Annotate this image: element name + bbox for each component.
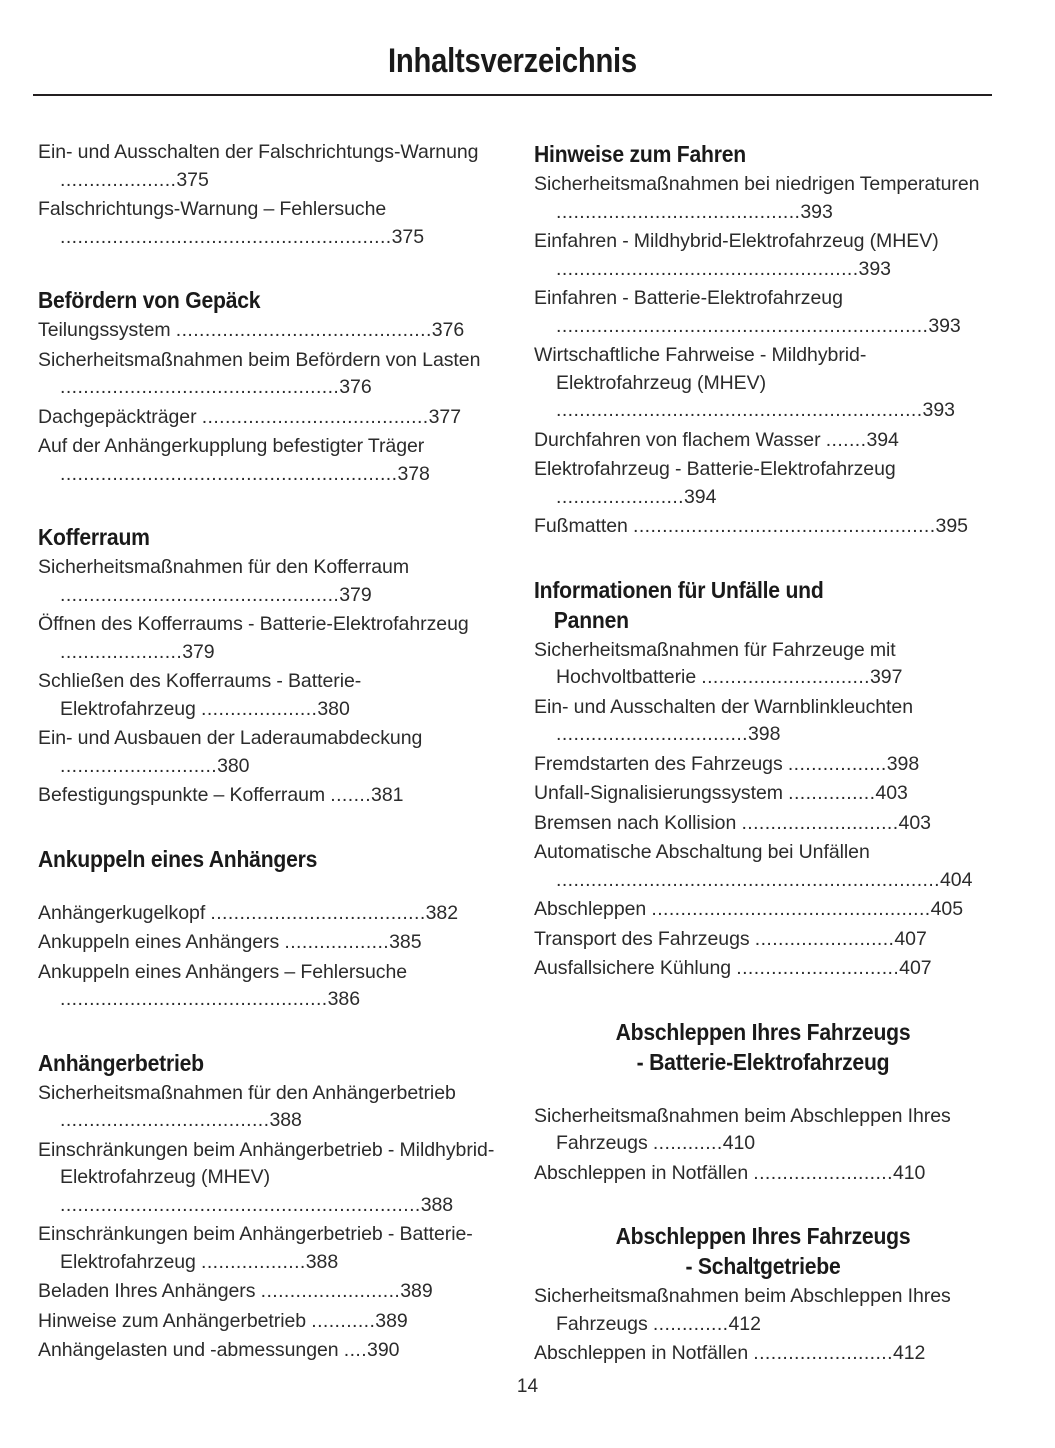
toc-entry-page-number: 380	[317, 697, 350, 720]
toc-entry[interactable]	[534, 285, 992, 340]
toc-entry-leader: ................................................	[651, 898, 931, 920]
toc-entry-title: Ein- und Ausschalten der Warnblinkleuchten	[534, 695, 914, 718]
toc-entry[interactable]	[534, 456, 992, 511]
toc-section	[534, 1017, 992, 1188]
header-rule	[33, 94, 992, 96]
toc-entry-title: Teilungssystem	[38, 319, 176, 341]
toc-entry[interactable]	[534, 694, 992, 749]
toc-entry-page-number: 407	[899, 957, 932, 979]
toc-entry[interactable]	[38, 1137, 496, 1220]
toc-entry[interactable]	[534, 427, 992, 455]
toc-entry-page-number: 389	[375, 1309, 408, 1332]
toc-entry-leader: .................................	[556, 723, 748, 745]
toc-section-heading-line: - Schaltgetriebe	[685, 1253, 841, 1279]
toc-entry-leader: ...............	[788, 782, 876, 804]
toc-section-heading-line: - Batterie-Elektrofahrzeug	[636, 1048, 890, 1075]
toc-entry-leader: ...........................	[60, 754, 218, 777]
toc-entry-leader: ..............................................	[60, 988, 328, 1010]
toc-entry[interactable]	[38, 317, 496, 345]
toc-entry-title: Ausfallsichere Kühlung	[534, 957, 737, 979]
toc-entry-title: Hinweise zum Anhängerbetrieb	[38, 1309, 312, 1332]
toc-entry-title: Auf der Anhängerkupplung befestigter Träger	[38, 435, 425, 457]
toc-entry-page-number: 412	[728, 1312, 761, 1335]
toc-section	[534, 139, 992, 541]
toc-entry-list	[38, 1080, 496, 1365]
toc-entry-leader: ...........................	[741, 811, 899, 834]
toc-entry-title: Transport des Fahrzeugs	[534, 927, 755, 950]
toc-entry-title: Fußmatten	[534, 515, 633, 537]
toc-section	[38, 1048, 496, 1365]
toc-entry-title: Sicherheitsmaßnahmen bei niedrigen Temperaturen	[534, 173, 980, 195]
toc-entry-leader: ....................................	[60, 1109, 270, 1131]
toc-entry-page-number: 398	[886, 752, 920, 775]
toc-entry-title: Falschrichtungs-Warnung – Fehlersuche	[38, 198, 387, 220]
toc-entry-leader: .............................	[701, 666, 870, 688]
toc-section-heading-line: Befördern von Gepäck	[38, 287, 261, 313]
toc-entry-page-number: 388	[305, 1250, 339, 1273]
toc-section-heading-line: Abschleppen Ihres Fahrzeugs	[615, 1223, 911, 1249]
toc-section	[534, 1221, 992, 1368]
toc-entry-title: Einschränkungen beim Anhängerbetrieb - Batterie-Elektrofahrzeug	[38, 1223, 473, 1273]
toc-entry[interactable]	[38, 959, 496, 1014]
page-header	[33, 40, 992, 82]
toc-section-heading-line: Ankuppeln eines Anhängers	[38, 845, 318, 872]
toc-entry-title: Beladen Ihres Anhängers	[38, 1280, 261, 1302]
toc-entry[interactable]	[38, 782, 496, 810]
toc-entry-list	[38, 317, 496, 488]
toc-entry-page-number: 403	[898, 811, 931, 834]
toc-entry-title: Wirtschaftliche Fahrweise - Mildhybrid-Elektrofahrzeug (MHEV)	[534, 344, 867, 394]
page-title: Inhaltsverzeichnis	[388, 42, 637, 80]
toc-entry-page-number: 380	[217, 754, 250, 777]
toc-entry-leader: ....................................................	[556, 257, 859, 280]
toc-entry-page-number: 377	[428, 405, 462, 428]
toc-entry[interactable]	[38, 725, 496, 780]
toc-entry-title: Sicherheitsmaßnahmen beim Abschleppen Ihres Fahrzeugs	[534, 1285, 951, 1335]
toc-entry-list	[534, 171, 992, 541]
toc-section-heading	[38, 285, 496, 315]
toc-entry[interactable]	[38, 611, 496, 666]
toc-entry[interactable]	[38, 1080, 496, 1135]
toc-entry[interactable]	[534, 1103, 992, 1158]
toc-entry-page-number: 390	[367, 1339, 400, 1361]
toc-entry[interactable]	[534, 1340, 992, 1368]
toc-entry-list	[534, 1283, 992, 1368]
toc-entry-page-number: 393	[800, 200, 833, 223]
toc-section-heading-line: Informationen für Unfälle und	[534, 576, 824, 603]
toc-entry-leader: ..................	[284, 931, 390, 953]
toc-entry-title: Schließen des Kofferraums - Batterie-Elektrofahrzeug	[38, 670, 362, 720]
toc-entry-leader: ..........................................................	[60, 462, 398, 485]
toc-entry-leader: .................	[787, 752, 887, 775]
toc-section	[38, 522, 496, 810]
toc-column-right	[534, 139, 992, 1368]
toc-entry-leader: ................................................................	[556, 314, 929, 337]
toc-entry-page-number: 381	[371, 784, 404, 806]
toc-entry-title: Bremsen nach Kollision	[534, 811, 742, 834]
toc-entry[interactable]	[38, 1221, 496, 1276]
toc-entry[interactable]	[38, 347, 496, 402]
toc-entry[interactable]	[534, 751, 992, 779]
toc-entry[interactable]	[38, 433, 496, 488]
toc-entry-page-number: 412	[892, 1342, 926, 1364]
toc-entry-leader: ............................	[736, 957, 900, 979]
toc-entry-leader: ...............................................................	[556, 399, 923, 421]
toc-entry-title: Automatische Abschaltung bei Unfällen	[534, 841, 870, 863]
toc-entry[interactable]	[38, 900, 496, 928]
toc-section	[38, 844, 496, 1014]
toc-entry-leader: ......................	[556, 485, 684, 508]
toc-entry-title: Anhängelasten und -abmessungen	[38, 1339, 344, 1361]
toc-entry-page-number: 394	[866, 428, 899, 451]
toc-section-heading	[534, 575, 992, 635]
toc-section-heading	[38, 522, 496, 552]
toc-entry-leader: ........................	[754, 927, 895, 950]
toc-entry[interactable]	[534, 780, 992, 808]
toc-entry-leader: .........................................................	[60, 225, 392, 248]
toc-entry[interactable]	[38, 554, 496, 609]
toc-entry[interactable]	[534, 228, 992, 283]
toc-entry-list	[38, 139, 496, 251]
toc-entry-title: Sicherheitsmaßnahmen beim Befördern von Lasten	[38, 348, 481, 371]
toc-entry[interactable]	[534, 839, 992, 894]
toc-columns	[38, 139, 993, 1368]
toc-entry[interactable]	[38, 668, 496, 723]
toc-entry-title: Anhängerkugelkopf	[38, 901, 211, 924]
toc-entry-leader: ....................	[201, 697, 318, 720]
toc-entry-page-number: 393	[922, 399, 955, 421]
toc-entry-title: Sicherheitsmaßnahmen für Fahrzeuge mit Hochvoltbatterie	[534, 638, 896, 688]
toc-entry[interactable]	[38, 1308, 496, 1336]
toc-entry-page-number: 375	[176, 168, 209, 191]
toc-entry-page-number: 393	[928, 314, 961, 337]
toc-entry[interactable]	[38, 196, 496, 251]
toc-entry-leader: .......	[330, 784, 372, 806]
toc-entry-page-number: 393	[858, 257, 891, 280]
toc-entry-leader: ................................................	[60, 583, 340, 606]
toc-entry-page-number: 379	[182, 640, 215, 663]
toc-entry-page-number: 389	[400, 1280, 433, 1302]
toc-entry-leader: .......	[825, 428, 867, 451]
toc-entry-leader: ..................................................................	[556, 868, 940, 891]
toc-entry-leader: ............................................	[175, 319, 432, 341]
toc-section-heading	[534, 139, 992, 169]
toc-entry-page-number: 385	[389, 931, 422, 953]
toc-entry[interactable]	[534, 955, 992, 983]
toc-section	[534, 575, 992, 983]
toc-entry-title: Unfall-Signalisierungssystem	[534, 782, 789, 804]
toc-entry-page-number: 405	[930, 898, 964, 920]
toc-entry-leader: .....................	[60, 640, 183, 663]
toc-entry[interactable]	[534, 171, 992, 226]
toc-entry-title: Einschränkungen beim Anhängerbetrieb - Mildhybrid-Elektrofahrzeug (MHEV)	[38, 1138, 495, 1188]
toc-entry-title: Öffnen des Kofferraums - Batterie-Elektrofahrzeug	[38, 613, 469, 635]
toc-entry-leader: ....................	[60, 168, 177, 191]
page-folio: 14	[516, 1376, 539, 1397]
toc-section-heading-line: Pannen	[553, 606, 629, 633]
toc-entry[interactable]	[38, 1337, 496, 1365]
toc-entry-title: Abschleppen	[534, 898, 652, 920]
toc-entry-title: Einfahren - Batterie-Elektrofahrzeug	[534, 287, 843, 309]
toc-section-heading	[534, 1017, 992, 1077]
toc-entry-title: Befestigungspunkte – Kofferraum	[38, 784, 331, 806]
toc-entry-page-number: 403	[875, 782, 908, 804]
toc-entry[interactable]	[38, 929, 496, 957]
toc-entry-page-number: 388	[269, 1109, 302, 1131]
toc-entry-title: Dachgepäckträger	[38, 405, 202, 428]
toc-section-heading	[38, 844, 496, 874]
toc-entry[interactable]	[534, 1160, 992, 1188]
toc-entry-page-number: 397	[870, 666, 903, 688]
toc-entry-leader: ..............................................................	[60, 1193, 421, 1216]
toc-entry-title: Abschleppen in Notfällen	[534, 1161, 754, 1184]
toc-entry-page-number: 379	[339, 583, 372, 606]
toc-entry-page-number: 376	[339, 376, 372, 398]
toc-entry-page-number: 376	[431, 319, 465, 341]
toc-entry[interactable]	[534, 810, 992, 838]
toc-entry[interactable]	[38, 1278, 496, 1306]
toc-section	[38, 285, 496, 488]
toc-entry-leader: ........................	[753, 1161, 893, 1184]
toc-entry-page-number: 410	[722, 1132, 756, 1154]
toc-entry-leader: ............	[652, 1132, 723, 1154]
toc-entry-list	[38, 554, 496, 810]
toc-entry-page-number: 375	[391, 225, 425, 248]
toc-entry-title: Sicherheitsmaßnahmen für den Anhängerbetrieb	[38, 1081, 456, 1104]
toc-entry[interactable]	[534, 342, 992, 425]
toc-entry[interactable]	[534, 896, 992, 924]
toc-entry[interactable]	[534, 637, 992, 692]
toc-entry-list	[534, 1103, 992, 1188]
toc-entry-list	[534, 637, 992, 983]
toc-entry[interactable]	[38, 139, 496, 194]
toc-entry[interactable]	[534, 926, 992, 954]
toc-column-left	[38, 139, 496, 1365]
toc-entry-title: Ein- und Ausschalten der Falschrichtungs-Warnung	[38, 141, 479, 163]
toc-entry-leader: ..................	[201, 1250, 306, 1273]
toc-entry-leader: ...........	[311, 1309, 376, 1332]
toc-section-heading	[38, 1048, 496, 1078]
toc-entry-page-number: 382	[425, 901, 459, 924]
toc-entry-leader: ........................	[260, 1280, 401, 1302]
toc-entry-leader: .....................................	[210, 901, 426, 924]
toc-entry-leader: .............	[652, 1312, 729, 1335]
toc-section-heading-line: Abschleppen Ihres Fahrzeugs	[615, 1018, 911, 1045]
toc-section-heading-line: Hinweise zum Fahren	[534, 141, 746, 167]
toc-entry-page-number: 407	[894, 927, 927, 950]
toc-entry-page-number: 378	[397, 462, 430, 485]
toc-entry-title: Elektrofahrzeug - Batterie-Elektrofahrzeug	[534, 458, 896, 480]
toc-section-continued	[38, 139, 496, 251]
toc-entry-list	[38, 900, 496, 1014]
toc-entry[interactable]	[534, 1283, 992, 1338]
toc-entry-title: Abschleppen in Notfällen	[534, 1342, 754, 1364]
toc-entry-title: Fremdstarten des Fahrzeugs	[534, 752, 788, 775]
toc-entry-title: Sicherheitsmaßnahmen für den Kofferraum	[38, 556, 410, 578]
toc-entry-title: Sicherheitsmaßnahmen beim Abschleppen Ihres Fahrzeugs	[534, 1104, 951, 1154]
toc-entry-page-number: 386	[327, 988, 361, 1010]
toc-entry-page-number: 395	[935, 515, 968, 537]
toc-entry-title: Ein- und Ausbauen der Laderaumabdeckung	[38, 727, 423, 749]
toc-entry-leader: .......................................	[201, 405, 429, 428]
toc-entry-title: Ankuppeln eines Anhängers – Fehlersuche	[38, 960, 408, 983]
toc-entry-page-number: 410	[892, 1161, 926, 1184]
toc-section-heading-line: Kofferraum	[38, 524, 150, 550]
toc-entry-leader: ....	[343, 1339, 368, 1361]
toc-entry-title: Durchfahren von flachem Wasser	[534, 428, 826, 451]
toc-entry-leader: ..........................................	[556, 200, 801, 223]
toc-entry[interactable]	[534, 513, 992, 541]
toc-entry[interactable]	[38, 404, 496, 432]
toc-entry-page-number: 404	[939, 868, 973, 891]
toc-entry-title: Ankuppeln eines Anhängers	[38, 931, 285, 953]
toc-entry-leader: ........................	[753, 1342, 893, 1364]
toc-section-heading-line: Anhängerbetrieb	[38, 1049, 204, 1076]
toc-entry-page-number: 394	[684, 485, 717, 508]
toc-entry-title: Einfahren - Mildhybrid-Elektrofahrzeug (MHEV)	[534, 230, 939, 252]
toc-entry-page-number: 398	[748, 723, 781, 745]
toc-entry-leader: ................................................	[60, 376, 340, 398]
toc-entry-page-number: 388	[420, 1193, 454, 1216]
toc-entry-leader: ....................................................	[633, 515, 936, 537]
toc-section-heading	[534, 1221, 992, 1281]
